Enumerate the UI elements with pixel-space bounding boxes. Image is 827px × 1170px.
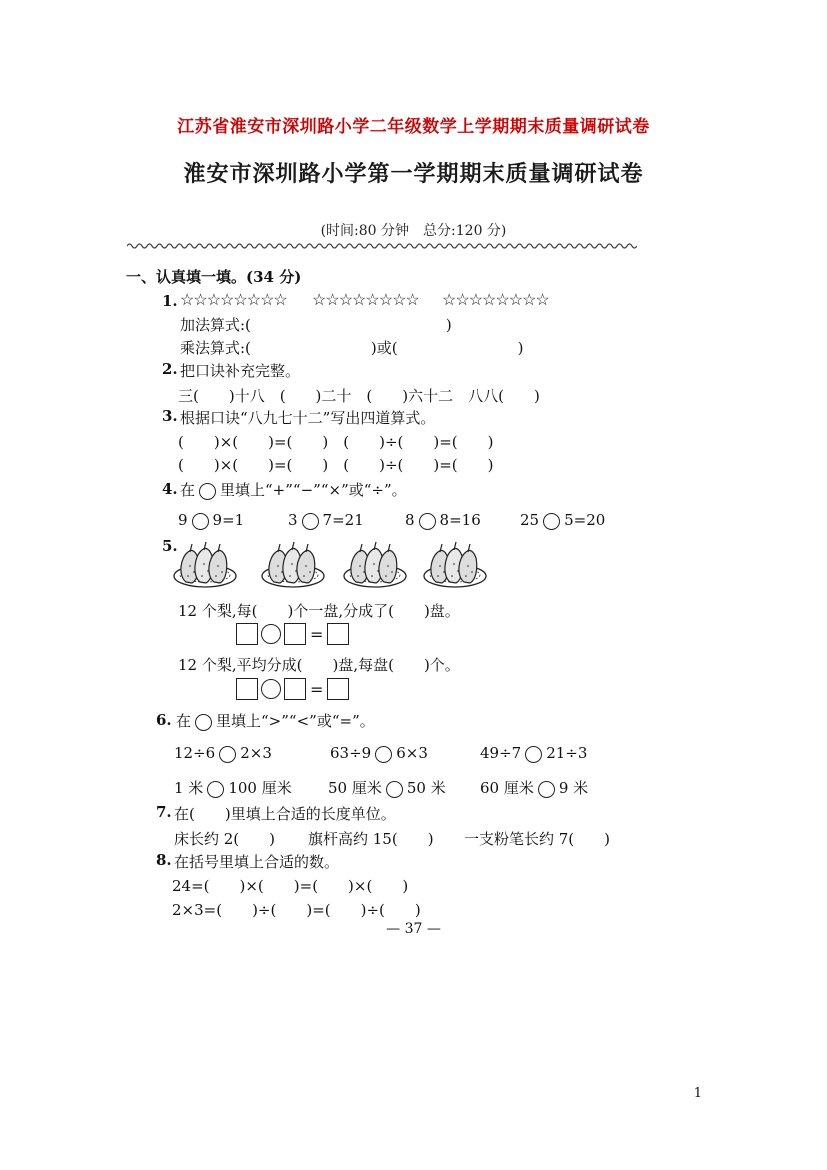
- fill-line: 三( )十八 ( )二十 ( )六十二 八八( ): [178, 387, 540, 405]
- fill-line: 12 个梨,每( )个一盘,分成了( )盘。: [178, 602, 460, 620]
- page-number: 1: [693, 1086, 702, 1101]
- exam-meta: (时间:80 分钟 总分:120 分): [320, 223, 507, 239]
- answer-box[interactable]: [284, 623, 306, 645]
- operand: 100 厘米: [228, 779, 292, 797]
- answer-box[interactable]: [327, 678, 349, 700]
- question-number: 6.: [156, 711, 172, 729]
- decorative-divider: [127, 242, 637, 250]
- operand: 50 厘米: [328, 779, 382, 797]
- question-number: 3.: [162, 407, 178, 425]
- fill-item: 旗杆高约 15( ): [308, 830, 434, 848]
- fill-line: 24=( )×( )=( )×( ): [172, 877, 409, 895]
- answer-circle[interactable]: [207, 781, 224, 798]
- answer-circle[interactable]: [261, 624, 281, 644]
- answer-circle[interactable]: [375, 746, 392, 763]
- operator-item: [178, 511, 244, 530]
- operand: 12÷6: [174, 744, 216, 762]
- answer-box[interactable]: [284, 678, 306, 700]
- operand: 9=1: [212, 511, 245, 529]
- equals-sign: =: [310, 679, 324, 699]
- operand: 60 厘米: [480, 779, 534, 797]
- equation-boxes: [236, 623, 349, 645]
- fill-line: ( )×( )=( ) ( )÷( )=( ): [178, 456, 494, 474]
- answer-circle[interactable]: [525, 746, 542, 763]
- fill-line: 2×3=( )÷( )=( )÷( ): [172, 901, 421, 919]
- answer-box[interactable]: [236, 678, 258, 700]
- operand: 1 米: [174, 779, 204, 797]
- answer-circle[interactable]: [219, 746, 236, 763]
- answer-circle[interactable]: [195, 714, 212, 731]
- operand: 63÷9: [330, 744, 372, 762]
- document-title: 江苏省淮安市深圳路小学二年级数学上学期期末质量调研试卷: [177, 117, 650, 137]
- compare-item: [480, 744, 587, 763]
- scan-page-number: — 37 —: [386, 921, 441, 937]
- question-number: 2.: [162, 360, 178, 378]
- multiplication-prompt: 乘法算式:( )或( ): [180, 339, 524, 357]
- compare-item: [174, 744, 272, 763]
- question-text: [176, 710, 375, 731]
- operand: 9 米: [558, 779, 589, 797]
- question-text: 根据口诀“八九七十二”写出四道算式。: [180, 409, 436, 427]
- operator-item: [288, 511, 364, 530]
- operand: 50 米: [406, 779, 446, 797]
- operand: 25: [520, 511, 540, 529]
- question-number: 1.: [162, 292, 178, 310]
- star-group: ☆☆☆☆☆☆☆☆: [442, 290, 549, 309]
- star-group: ☆☆☆☆☆☆☆☆: [180, 290, 287, 309]
- question-text: 在括号里填上合适的数。: [174, 853, 340, 871]
- question-number: 4.: [162, 480, 178, 498]
- question-number: 8.: [156, 851, 172, 869]
- fill-item: 一支粉笔长约 7( ): [464, 830, 611, 848]
- equals-sign: =: [310, 624, 324, 644]
- compare-item: [174, 777, 292, 798]
- answer-circle[interactable]: [192, 513, 209, 530]
- answer-circle[interactable]: [419, 513, 436, 530]
- question-text-pre: 在: [176, 712, 192, 730]
- answer-circle[interactable]: [302, 513, 319, 530]
- answer-circle[interactable]: [261, 679, 281, 699]
- fill-item: 床长约 2( ): [174, 830, 276, 848]
- operand: 3: [288, 511, 298, 529]
- question-text: [180, 479, 407, 500]
- compare-item: [328, 777, 446, 798]
- fill-line: 12 个梨,平均分成( )盘,每盘( )个。: [178, 656, 460, 674]
- compare-item: [330, 744, 428, 763]
- operand: 8=16: [439, 511, 481, 529]
- operand: 8: [405, 511, 415, 529]
- question-text-post: 里填上“+”“−”“×”或“÷”。: [220, 481, 407, 499]
- addition-prompt: 加法算式:( ): [180, 316, 452, 334]
- operator-item: [520, 511, 605, 530]
- compare-item: [480, 777, 588, 798]
- answer-box[interactable]: [236, 623, 258, 645]
- question-text-post: 里填上“>”“<”或“=”。: [216, 712, 375, 730]
- operand: 5=20: [564, 511, 606, 529]
- star-group: ☆☆☆☆☆☆☆☆: [312, 290, 419, 309]
- section-heading: 一、认真填一填。(34 分): [126, 268, 302, 286]
- operand: 9: [178, 511, 188, 529]
- operator-item: [405, 511, 481, 530]
- equation-boxes: [236, 678, 349, 700]
- exam-title: 淮安市深圳路小学第一学期期末质量调研试卷: [183, 161, 644, 187]
- operand: 6×3: [396, 744, 428, 762]
- answer-circle[interactable]: [386, 781, 403, 798]
- answer-circle[interactable]: [199, 483, 216, 500]
- question-number: 7.: [156, 803, 172, 821]
- operand: 49÷7: [480, 744, 522, 762]
- operand: 2×3: [240, 744, 272, 762]
- operand: 21÷3: [546, 744, 588, 762]
- answer-circle[interactable]: [543, 513, 560, 530]
- operand: 7=21: [322, 511, 364, 529]
- fill-line: ( )×( )=( ) ( )÷( )=( ): [178, 433, 494, 451]
- question-text: 在( )里填上合适的长度单位。: [174, 805, 396, 823]
- question-number: 5.: [162, 537, 178, 555]
- pear-plates-illustration: [172, 538, 502, 594]
- question-text-pre: 在: [180, 481, 196, 499]
- answer-circle[interactable]: [538, 781, 555, 798]
- answer-box[interactable]: [327, 623, 349, 645]
- question-text: 把口诀补充完整。: [180, 362, 301, 380]
